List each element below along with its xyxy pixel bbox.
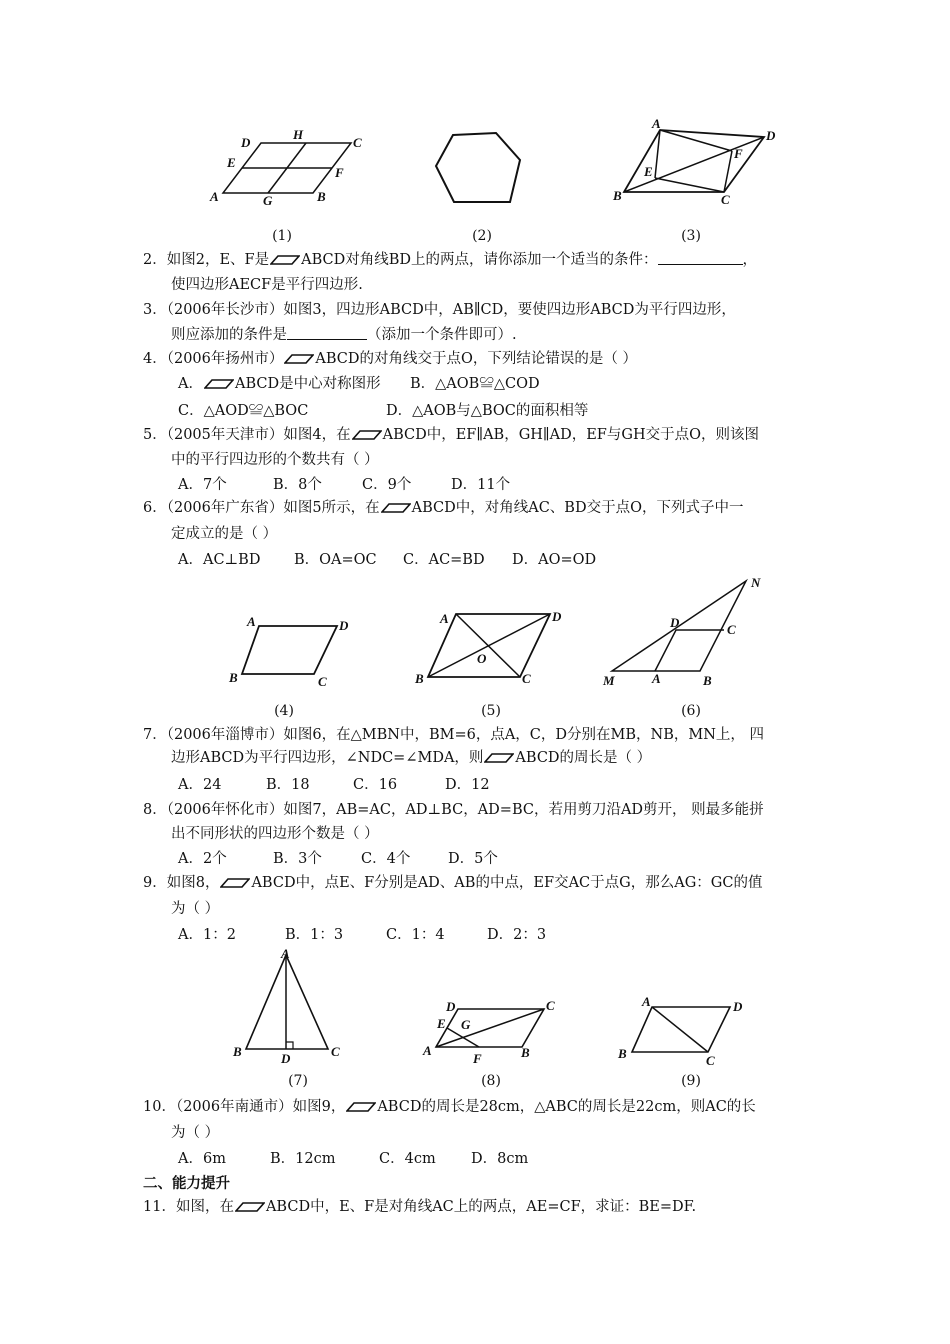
fig9-label-D: D xyxy=(733,999,743,1014)
answer-blank[interactable] xyxy=(287,325,367,340)
fig1-caption: (1) xyxy=(272,228,292,244)
parallelogram-icon xyxy=(270,255,300,265)
q11-line1: 11．如图，在 ABCD中，E、F是对角线AC上的两点，AE=CF，求证：BE=DF. xyxy=(143,1199,697,1215)
fig7-label-B: B xyxy=(233,1044,242,1059)
q9-line2: 为（ ） xyxy=(171,901,220,917)
fig6-label-B: B xyxy=(703,673,712,688)
fig8-label-G: G xyxy=(461,1017,471,1032)
fig9-label-C: C xyxy=(706,1053,715,1068)
figure-8 xyxy=(418,995,568,1070)
fig8-label-A: A xyxy=(423,1043,432,1058)
q4-options-row1: A． ABCD是中心对称图形 B．△AOB≌△COD xyxy=(178,376,540,392)
figure-6 xyxy=(600,575,775,690)
q9-line1: 9．如图8， ABCD中，点E、F分别是AD、AB的中点，EF交AC于点G，那么AG：GC的值 xyxy=(143,875,763,891)
q4-options-row2: C．△AOD≌△BOC D．△AOB与△BOC的面积相等 xyxy=(178,403,589,419)
fig6-label-M: M xyxy=(603,673,615,688)
q3-line2: 则应添加的条件是 （添加一个条件即可）. xyxy=(171,327,517,343)
q5-line2: 中的平行四边形的个数共有（ ） xyxy=(171,452,379,468)
fig1-label-E: E xyxy=(227,155,236,170)
q6-options: A．AC⊥BD B．OA=OC C．AC=BD D．AO=OD xyxy=(178,552,597,568)
section-heading: 二、能力提升 xyxy=(143,1175,230,1192)
figure-2 xyxy=(428,128,528,208)
fig4-caption: (4) xyxy=(274,703,294,719)
fig7-label-D: D xyxy=(281,1051,291,1066)
q7-options: A．24 B．18 C．16 D．12 xyxy=(178,777,490,793)
fig4-label-D: D xyxy=(339,618,349,633)
fig3-caption: (3) xyxy=(681,228,701,244)
fig1-label-G: G xyxy=(263,193,273,208)
fig5-label-B: B xyxy=(415,671,424,686)
fig3-label-D: D xyxy=(766,128,776,143)
fig5-label-O: O xyxy=(477,651,487,666)
figure-7 xyxy=(228,945,353,1065)
figure-1 xyxy=(205,125,375,210)
fig9-label-B: B xyxy=(618,1046,627,1061)
fig1-label-D: D xyxy=(241,135,251,150)
parallelogram-icon xyxy=(352,430,382,440)
q5-line1: 5．（2005年天津市）如图4，在 ABCD中，EF∥AB，GH∥AD，EF与GH交于点O，则该图 xyxy=(143,427,759,443)
q2-line2: 使四边形AECF是平行四边形. xyxy=(171,277,363,293)
figure-3 xyxy=(608,116,788,210)
fig5-label-C: C xyxy=(522,671,531,686)
fig1-label-B: B xyxy=(317,189,326,204)
figure-5 xyxy=(410,605,570,690)
fig6-label-N: N xyxy=(751,575,761,590)
fig3-label-E: E xyxy=(644,164,653,179)
parallelogram-icon xyxy=(235,1202,265,1212)
fig3-label-F: F xyxy=(734,146,743,161)
fig8-label-F: F xyxy=(473,1051,482,1066)
figure-9 xyxy=(612,990,752,1070)
fig2-caption: (2) xyxy=(472,228,492,244)
fig7-caption: (7) xyxy=(288,1073,308,1089)
fig4-label-C: C xyxy=(318,674,327,689)
q7-line2: 边形ABCD为平行四边形，∠NDC=∠MDA，则 ABCD的周长是（ ） xyxy=(171,750,652,766)
parallelogram-icon xyxy=(346,1102,376,1112)
fig3-label-A: A xyxy=(652,116,661,131)
parallelogram-icon xyxy=(381,503,411,513)
fig8-label-D: D xyxy=(446,999,456,1014)
fig1-label-H: H xyxy=(293,127,304,142)
fig1-label-A: A xyxy=(210,189,219,204)
parallelogram-icon xyxy=(204,379,234,389)
figure-4 xyxy=(225,612,355,692)
fig5-label-D: D xyxy=(552,609,562,624)
q8-line2: 出不同形状的四边形个数是（ ） xyxy=(171,826,379,842)
q6-line1: 6．（2006年广东省）如图5所示，在 ABCD中，对角线AC、BD交于点O，下列式子中一 xyxy=(143,500,744,516)
parallelogram-icon xyxy=(284,354,314,364)
q9-options: A．1：2 B．1：3 C．1：4 D．2：3 xyxy=(178,927,547,943)
fig3-label-C: C xyxy=(721,192,730,207)
fig4-label-B: B xyxy=(229,670,238,685)
q4-line1: 4．（2006年扬州市） ABCD的对角线交于点O，下列结论错误的是（ ） xyxy=(143,351,638,367)
fig6-caption: (6) xyxy=(681,703,701,719)
fig9-label-A: A xyxy=(642,994,651,1009)
answer-blank[interactable] xyxy=(658,250,743,265)
q8-line1: 8．（2006年怀化市）如图7，AB=AC，AD⊥BC，AD=BC，若用剪刀沿AD剪开， 则最多能拼 xyxy=(143,802,764,818)
fig7-label-C: C xyxy=(331,1044,340,1059)
q8-options: A．2个 B．3个 C．4个 D．5个 xyxy=(178,851,498,867)
q2-line1: 2．如图2，E、F是 ABCD对角线BD上的两点，请你添加一个适当的条件： ， xyxy=(143,252,758,268)
fig4-label-A: A xyxy=(247,614,256,629)
fig8-label-E: E xyxy=(437,1016,446,1031)
fig1-label-C: C xyxy=(353,135,362,150)
q7-line1: 7．（2006年淄博市）如图6，在△MBN中，BM=6，点A，C，D分别在MB，NB，MN上， 四 xyxy=(143,727,764,743)
fig5-label-A: A xyxy=(440,611,449,626)
fig8-label-C: C xyxy=(546,998,555,1013)
parallelogram-icon xyxy=(220,878,250,888)
fig6-label-C: C xyxy=(727,622,736,637)
fig5-caption: (5) xyxy=(481,703,501,719)
q3-line1: 3．（2006年长沙市）如图3，四边形ABCD中，AB∥CD，要使四边形ABCD为平行四边形， xyxy=(143,302,736,318)
parallelogram-icon xyxy=(484,753,514,763)
fig7-label-A: A xyxy=(281,946,290,961)
fig8-caption: (8) xyxy=(481,1073,501,1089)
fig6-label-D: D xyxy=(670,615,680,630)
fig6-label-A: A xyxy=(652,671,661,686)
fig8-label-B: B xyxy=(521,1045,530,1060)
fig3-label-B: B xyxy=(613,188,622,203)
fig1-label-F: F xyxy=(335,165,344,180)
q10-line2: 为（ ） xyxy=(171,1125,220,1141)
fig9-caption: (9) xyxy=(681,1073,701,1089)
q5-options: A．7个 B．8个 C．9个 D．11个 xyxy=(178,477,511,493)
q10-options: A．6m B．12cm C．4cm D．8cm xyxy=(178,1151,529,1167)
q6-line2: 定成立的是（ ） xyxy=(171,526,278,542)
q10-line1: 10．（2006年南通市）如图9， ABCD的周长是28cm，△ABC的周长是22cm，则AC的长 xyxy=(143,1099,756,1115)
